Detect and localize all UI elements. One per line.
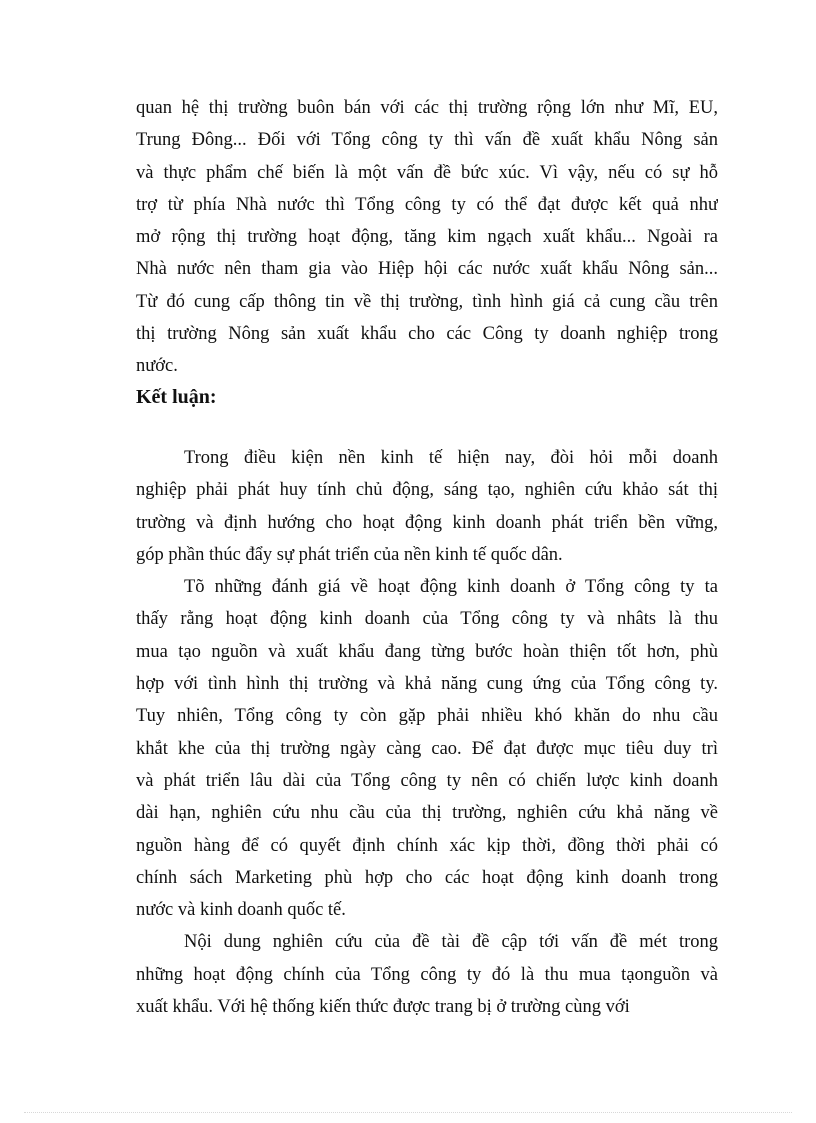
text-line: và thực phẩm chế biến là một vấn đề bức xúc. Vì vậy, nếu có sự hỗ [136, 162, 718, 183]
text-line: trường và định hướng cho hoạt động kinh doanh phát triển bền vững, [136, 512, 718, 533]
text-line: dài hạn, nghiên cứu nhu cầu của thị trường, nghiên cứu khả năng về [136, 803, 718, 824]
text-line: trợ từ phía Nhà nước thì Tổng công ty có thể đạt được kết quả như [136, 194, 718, 215]
conclusion-paragraph-2 [136, 571, 718, 926]
text-line: nghiệp phải phát huy tính chủ động, sáng tạo, nghiên cứu khảo sát thị [136, 480, 718, 501]
text-line: xuất khẩu. Với hệ thống kiến thức được trang bị ở trường cùng với [136, 997, 630, 1018]
text-line: Trong điều kiện nền kinh tế hiện nay, đòi hỏi mỗi doanh [184, 448, 718, 468]
text-line: Tuy nhiên, Tổng công ty còn gặp phải nhiều khó khăn do nhu cầu [136, 706, 718, 727]
text-line: và phát triển lâu dài của Tổng công ty nên có chiến lược kinh doanh [136, 770, 718, 791]
text-line: hợp với tình hình thị trường và khả năng cung ứng của Tổng công ty. [136, 674, 718, 695]
text-line: góp phần thúc đẩy sự phát triển của nền kinh tế quốc dân. [136, 544, 563, 565]
text-line: nước. [136, 356, 178, 377]
text-line: nước và kinh doanh quốc tế. [136, 900, 346, 921]
text-line: những hoạt động chính của Tổng công ty đó là thu mua tạonguồn và [136, 964, 718, 985]
text-line: Nhà nước nên tham gia vào Hiệp hội các nước xuất khẩu Nông sản... [136, 259, 718, 280]
page-bottom-divider [24, 1112, 792, 1113]
text-line: khắt khe của thị trường ngày càng cao. Để đạt được mục tiêu duy trì [136, 738, 718, 759]
text-line: Từ đó cung cấp thông tin về thị trường, tình hình giá cả cung cầu trên [136, 291, 718, 312]
conclusion-heading: Kết luận: [136, 386, 217, 408]
text-line: thị trường Nông sản xuất khẩu cho các Công ty doanh nghiệp trong [136, 324, 718, 345]
conclusion-paragraph-1 [136, 442, 718, 571]
conclusion-paragraph-3 [136, 926, 718, 1023]
conclusion-body [136, 442, 718, 1023]
text-line: thấy rằng hoạt động kinh doanh của Tổng công ty và nhâts là thu [136, 609, 718, 630]
text-line: Tõ những đánh giá về hoạt động kinh doanh ở Tổng công ty ta [184, 577, 718, 598]
text-line: Trung Đông... Đối với Tổng công ty thì vấn đề xuất khẩu Nông sản [136, 130, 718, 151]
text-line: Nội dung nghiên cứu của đề tài đề cập tới vấn đề mét trong [184, 932, 718, 953]
intro-paragraph [136, 92, 718, 383]
text-line: chính sách Marketing phù hợp cho các hoạt động kinh doanh trong [136, 867, 718, 888]
text-line: mở rộng thị trường hoạt động, tăng kim ngạch xuất khẩu... Ngoài ra [136, 227, 718, 248]
text-line: quan hệ thị trường buôn bán với các thị trường rộng lớn như Mĩ, EU, [136, 98, 718, 118]
text-line: nguồn hàng để có quyết định chính xác kịp thời, đồng thời phải có [136, 835, 718, 856]
text-line: mua tạo nguồn và xuất khẩu đang từng bước hoàn thiện tốt hơn, phù [136, 641, 718, 662]
